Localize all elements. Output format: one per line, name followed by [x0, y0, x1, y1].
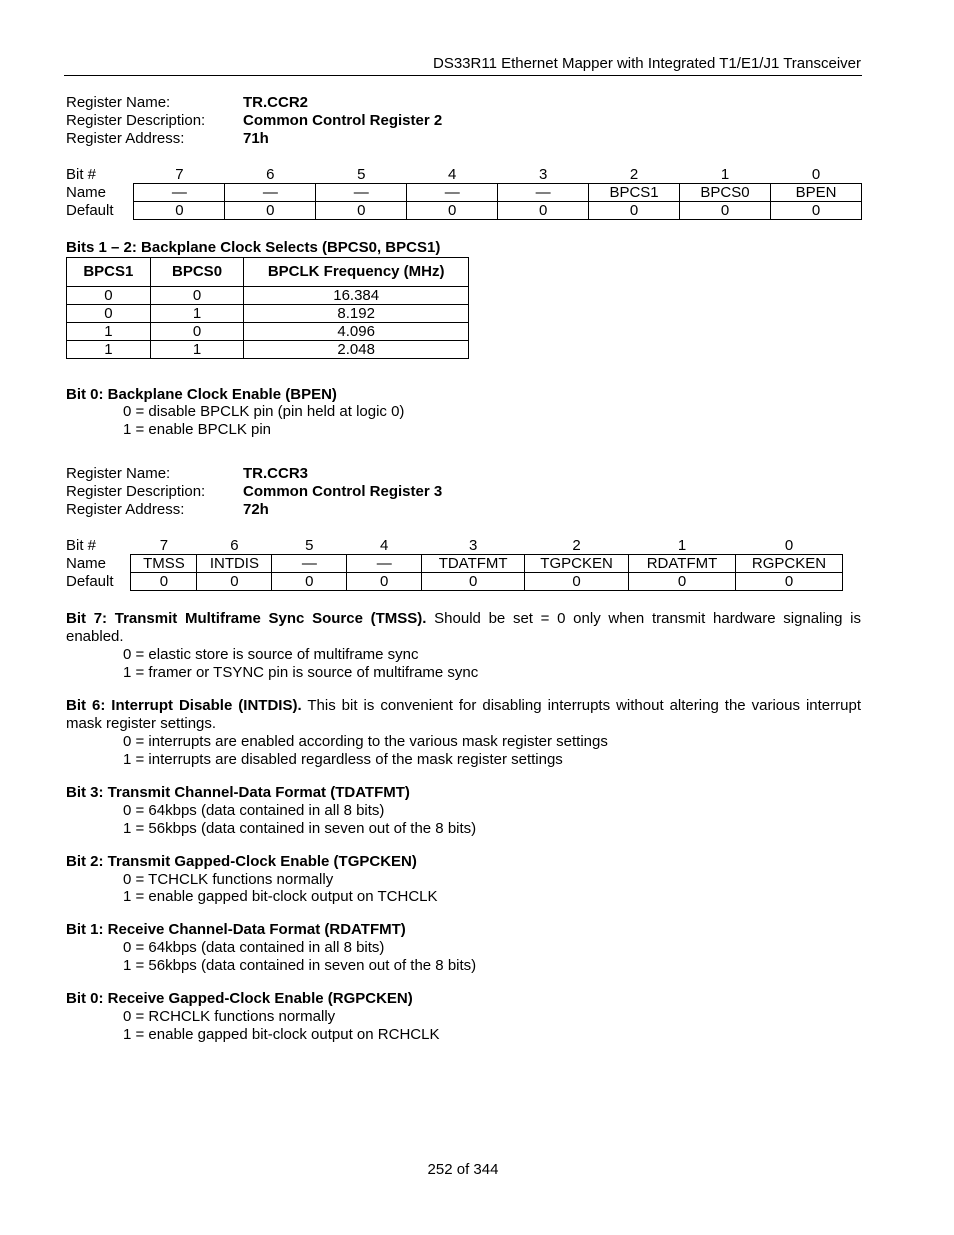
bit-number: 7	[175, 166, 184, 183]
table-row	[67, 341, 469, 359]
ccr2-bit-table	[66, 166, 862, 220]
bit-number: 4	[448, 166, 457, 183]
tmss-line: 1 = framer or TSYNC pin is source of multiframe sync	[123, 664, 479, 681]
bit-default-row	[66, 573, 843, 591]
bit-name: INTDIS	[197, 555, 272, 573]
bit-default: 0	[134, 202, 225, 220]
bit-name: —	[272, 555, 347, 573]
bit-name: BPCS1	[589, 184, 680, 202]
bit-name: BPCS0	[680, 184, 771, 202]
default-row-label: Default	[66, 573, 114, 590]
register-description-label: Register Description:	[66, 483, 206, 500]
bit-default: 0	[272, 573, 347, 591]
table-cell: 0	[150, 287, 244, 305]
ccr3-register-info	[66, 465, 442, 519]
register-name-label: Register Name:	[66, 94, 171, 111]
name-row-label: Name	[66, 555, 107, 572]
tmss-heading: Bit 7: Transmit Multiframe Sync Source (TMSS).	[66, 610, 427, 627]
tgpcken-heading: Bit 2: Transmit Gapped-Clock Enable (TGPCKEN)	[66, 853, 417, 870]
bit-default: 0	[735, 573, 842, 591]
rgpcken-line: 1 = enable gapped bit-clock output on RCHCLK	[123, 1026, 440, 1043]
bit-number: 7	[159, 537, 169, 554]
bit-number: 0	[784, 537, 794, 554]
bit-number: 5	[357, 166, 366, 183]
bit-default: 0	[225, 202, 316, 220]
bit-name: —	[316, 184, 407, 202]
bpen-line: 0 = disable BPCLK pin (pin held at logic 0)	[123, 403, 405, 420]
bit-name: —	[225, 184, 316, 202]
intdis-line: 0 = interrupts are enabled according to the various mask register settings	[123, 733, 608, 750]
bpen-line: 1 = enable BPCLK pin	[123, 421, 272, 438]
page-number: 252 of 344	[427, 1161, 499, 1178]
table-header: BPCS0	[150, 258, 244, 287]
table-cell: 1	[67, 341, 151, 359]
table-cell: 1	[67, 323, 151, 341]
table-row	[67, 287, 469, 305]
bit-name-row	[66, 555, 843, 573]
tgpcken-line: 0 = TCHCLK functions normally	[123, 871, 334, 888]
bit-default-row	[66, 202, 862, 220]
tdatfmt-line: 0 = 64kbps (data contained in all 8 bits)	[123, 802, 385, 819]
bit-number: 2	[629, 166, 639, 183]
table-cell: 1	[150, 305, 244, 323]
tmss-line: 0 = elastic store is source of multiframe sync	[123, 646, 419, 663]
bit-name: RGPCKEN	[735, 555, 842, 573]
bit-name: —	[407, 184, 498, 202]
document-header-title: DS33R11 Ethernet Mapper with Integrated T1/E1/J1 Transceiver	[432, 55, 861, 72]
bit-name: TGPCKEN	[525, 555, 629, 573]
bit-name: —	[134, 184, 225, 202]
ccr2-register-address: 71h	[243, 130, 269, 147]
bit-default: 0	[131, 573, 197, 591]
table-cell: 8.192	[244, 305, 469, 323]
bit-name: RDATFMT	[629, 555, 736, 573]
ccr2-register-description: Common Control Register 2	[243, 112, 443, 129]
table-header: BPCLK Frequency (MHz)	[244, 258, 469, 287]
ccr3-bit-table	[66, 537, 843, 591]
bit-default: 0	[316, 202, 407, 220]
table-cell: 1	[150, 341, 244, 359]
register-address-label: Register Address:	[66, 501, 185, 518]
ccr3-register-address: 72h	[243, 501, 269, 518]
table-row	[67, 323, 469, 341]
rdatfmt-line: 0 = 64kbps (data contained in all 8 bits)	[123, 939, 385, 956]
bit-number-row	[66, 166, 862, 184]
table-cell: 4.096	[244, 323, 469, 341]
bit-row-label: Bit #	[66, 166, 97, 184]
intdis-text: This bit is convenient for disabling interrupts without altering the various interrupt mask register settings.	[66, 697, 861, 732]
bit-number: 4	[380, 537, 389, 554]
rgpcken-heading: Bit 0: Receive Gapped-Clock Enable (RGPCKEN)	[66, 990, 413, 1007]
bit-default: 0	[407, 202, 498, 220]
bit-name: —	[347, 555, 422, 573]
register-name-label: Register Name:	[66, 465, 171, 482]
bit-number: 5	[305, 537, 314, 554]
table-cell: 0	[150, 323, 244, 341]
bit-name: —	[498, 184, 589, 202]
bit-default: 0	[629, 573, 736, 591]
bit-number: 6	[266, 166, 275, 183]
bit-default: 0	[589, 202, 680, 220]
bit-default: 0	[422, 573, 525, 591]
intdis-description	[66, 697, 861, 733]
register-description-label: Register Description:	[66, 112, 206, 129]
bit-row-label: Bit #	[66, 537, 97, 555]
table-header-row	[67, 258, 469, 287]
table-row	[67, 305, 469, 323]
bit-number: 2	[572, 537, 581, 554]
bit-default: 0	[525, 573, 629, 591]
tgpcken-line: 1 = enable gapped bit-clock output on TCHCLK	[123, 888, 438, 905]
bit-default: 0	[347, 573, 422, 591]
table-cell: 0	[67, 287, 151, 305]
table-cell: 16.384	[244, 287, 469, 305]
bit-number: 3	[468, 537, 478, 554]
bit-default: 0	[680, 202, 771, 220]
bit-name: TDATFMT	[422, 555, 525, 573]
bit-number-row	[66, 537, 843, 555]
register-address-label: Register Address:	[66, 130, 185, 147]
bit-default: 0	[197, 573, 272, 591]
bit-default: 0	[498, 202, 589, 220]
intdis-heading: Bit 6: Interrupt Disable (INTDIS).	[66, 697, 302, 714]
bit-name-row	[66, 184, 862, 202]
rdatfmt-line: 1 = 56kbps (data contained in seven out of the 8 bits)	[123, 957, 477, 974]
bit-name: BPEN	[770, 184, 861, 202]
tmss-text: Should be set = 0 only when transmit hardware signaling is enabled.	[66, 610, 861, 645]
table-cell: 2.048	[244, 341, 469, 359]
ccr3-register-name: TR.CCR3	[243, 465, 309, 482]
bit-number: 0	[811, 166, 821, 183]
name-row-label: Name	[66, 184, 107, 201]
rdatfmt-heading: Bit 1: Receive Channel-Data Format (RDATFMT)	[66, 921, 406, 938]
bpen-heading: Bit 0: Backplane Clock Enable (BPEN)	[66, 386, 337, 403]
ccr3-register-description: Common Control Register 3	[243, 483, 443, 500]
bpcs-frequency-table	[66, 257, 469, 359]
bit-name: TMSS	[131, 555, 197, 573]
bit-number: 1	[720, 166, 730, 183]
bpcs-heading: Bits 1 – 2: Backplane Clock Selects (BPCS0, BPCS1)	[66, 239, 441, 256]
ccr2-register-name: TR.CCR2	[243, 94, 309, 111]
rgpcken-line: 0 = RCHCLK functions normally	[123, 1008, 336, 1025]
bit-number: 3	[538, 166, 548, 183]
default-row-label: Default	[66, 202, 114, 219]
tdatfmt-line: 1 = 56kbps (data contained in seven out of the 8 bits)	[123, 820, 477, 837]
bit-number: 6	[230, 537, 239, 554]
bit-number: 1	[677, 537, 687, 554]
ccr2-register-info	[66, 94, 442, 148]
bit-default: 0	[770, 202, 861, 220]
tdatfmt-heading: Bit 3: Transmit Channel-Data Format (TDATFMT)	[66, 784, 410, 801]
header-divider	[64, 75, 862, 76]
tmss-description	[66, 610, 861, 646]
table-header: BPCS1	[67, 258, 151, 287]
table-cell: 0	[67, 305, 151, 323]
intdis-line: 1 = interrupts are disabled regardless of the mask register settings	[123, 751, 563, 768]
